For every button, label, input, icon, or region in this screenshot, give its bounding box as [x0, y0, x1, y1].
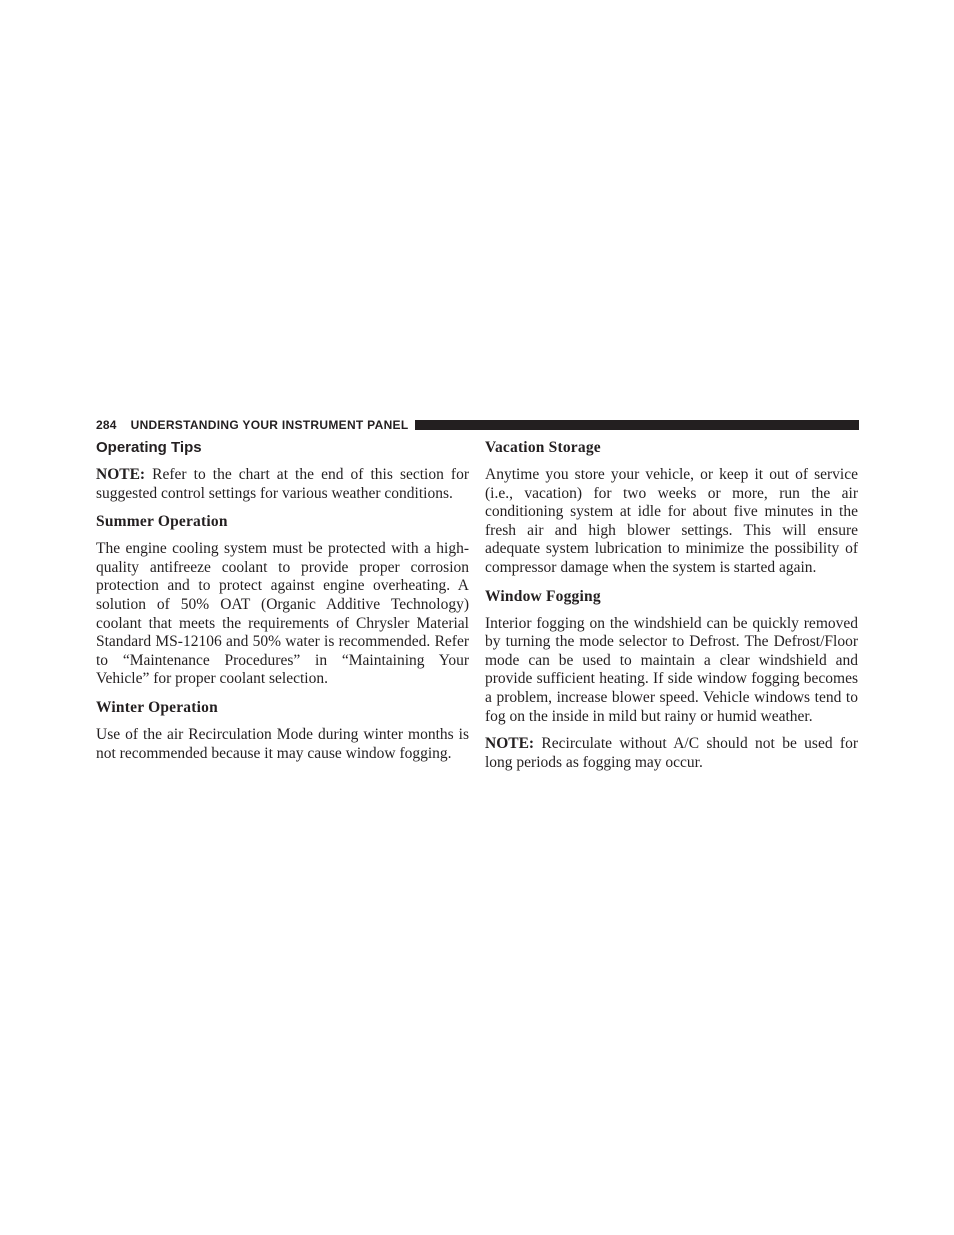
summer-operation-text: The engine cooling system must be protected with a high-quality antifreeze coolant to provide proper corrosion protection and to protect against engine overheating. A solution of 50% OAT (Organic Additive Technology) coolant that meets the requirements of Chrysler Material Standard MS-12106 and 50% water is recommended. Refer to “Maintenance Procedures” in “Maintaining Your Vehicle” for proper coolant selection. — [96, 540, 469, 688]
note-text: Recirculate without A/C should not be used for long periods as fogging may occur. — [485, 735, 858, 771]
right-column — [485, 438, 858, 781]
note-label: NOTE: — [485, 735, 535, 753]
window-fogging-heading: Window Fogging — [485, 587, 601, 605]
vacation-storage-heading: Vacation Storage — [485, 439, 601, 456]
left-column — [96, 438, 469, 772]
operating-tips-heading: Operating Tips — [96, 439, 202, 456]
page-number: 284 — [96, 418, 117, 432]
running-section-title: UNDERSTANDING YOUR INSTRUMENT PANEL — [130, 418, 409, 432]
page-header — [96, 417, 859, 433]
window-fogging-text: Interior fogging on the windshield can be quickly removed by turning the mode selector to Defrost. The Defrost/Floor mode can be used to maintain a clear windshield and provide sufficient heating. If side window fogging becomes a problem, increase blower speed. Vehicle windows tend to fog on the inside in mild but rainy or humid weather. — [485, 614, 858, 725]
note-paragraph-recirculate — [485, 735, 858, 772]
header-rule-bar — [415, 420, 859, 430]
note-paragraph-chart — [96, 466, 469, 503]
note-label: NOTE: — [96, 466, 146, 483]
winter-operation-heading: Winter Operation — [96, 698, 218, 716]
summer-operation-heading: Summer Operation — [96, 513, 228, 531]
winter-operation-text: Use of the air Recirculation Mode during winter months is not recommended because it may cause window fogging. — [96, 725, 469, 762]
vacation-storage-text: Anytime you store your vehicle, or keep it out of service (i.e., vacation) for two weeks or more, run the air conditioning system at idle for about five minutes in the fresh air and high blower settings. This will ensure adequate system lubrication to minimize the possibility of compressor damage when the system is started again. — [485, 466, 858, 576]
note-text: Refer to the chart at the end of this section for suggested control settings for various weather conditions. — [96, 466, 469, 502]
